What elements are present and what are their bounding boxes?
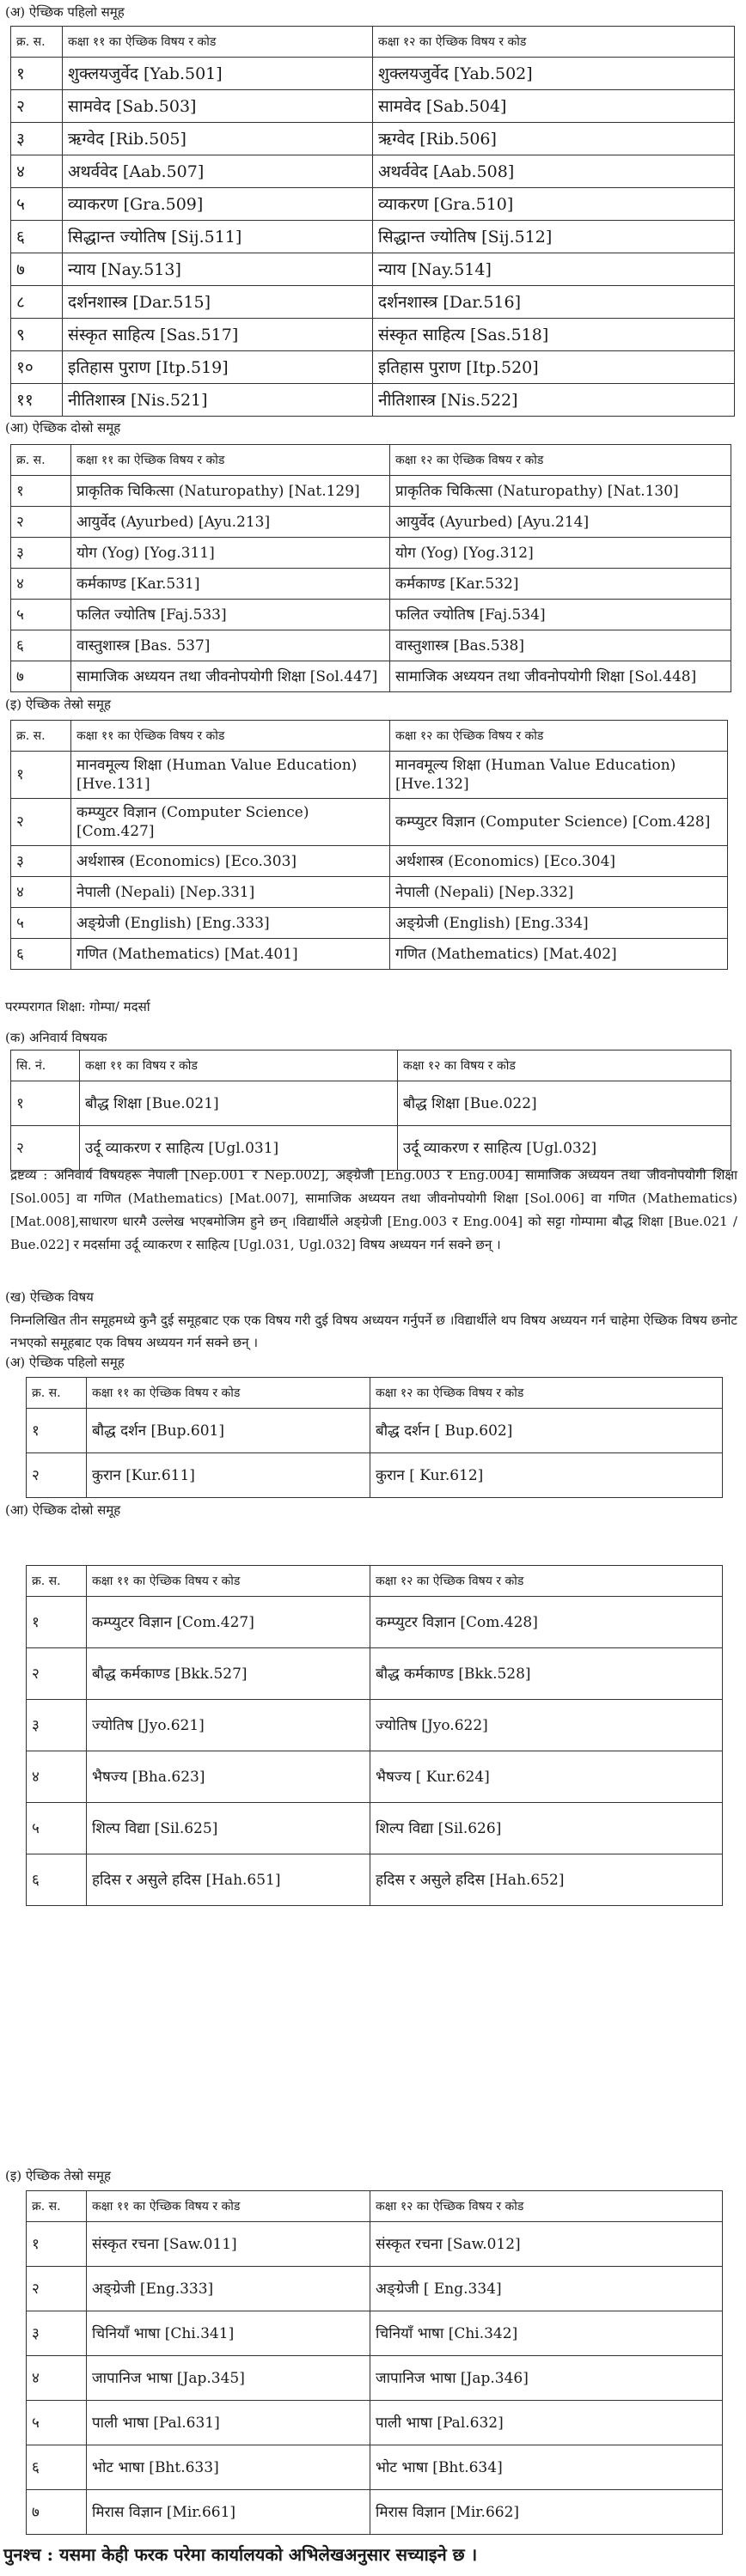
class-12-subject-cell: पाली भाषा [Pal.632] <box>370 2401 723 2445</box>
class-11-subject-cell: बौद्ध शिक्षा [Bue.021] <box>80 1081 398 1126</box>
serial-number-cell: १ <box>11 1081 80 1126</box>
class-12-subject-cell: प्राकृतिक चिकित्सा (Naturopathy) [Nat.130] <box>390 476 731 507</box>
class-12-subject-cell: सामवेद [Sab.504] <box>373 90 735 123</box>
class-11-subject-cell: फलित ज्योतिष [Faj.533] <box>71 600 390 630</box>
serial-number-cell: ४ <box>11 877 71 908</box>
serial-number-cell: ५ <box>27 1803 87 1854</box>
class-11-subject-cell: प्राकृतिक चिकित्सा (Naturopathy) [Nat.129] <box>71 476 390 507</box>
table-optional-group-2 <box>10 444 731 692</box>
class-12-subject-cell: ज्योतिष [Jyo.622] <box>370 1700 723 1751</box>
class-11-subject-cell: इतिहास पुराण [Itp.519] <box>63 351 373 384</box>
serial-number-cell: ३ <box>11 846 71 877</box>
table-b-optional-group-3 <box>26 2190 723 2535</box>
class-11-subject-cell: कम्प्युटर विज्ञान [Com.427] <box>87 1597 370 1648</box>
serial-number-cell: ६ <box>27 1854 87 1906</box>
class-11-subject-cell: दर्शनशास्त्र [Dar.515] <box>63 286 373 319</box>
column-header: क्र. स. <box>11 721 71 752</box>
table-row <box>27 1453 723 1498</box>
table-row <box>27 1700 723 1751</box>
table-row <box>11 253 735 286</box>
table-row <box>11 908 728 939</box>
section-heading-traditional: परम्परागत शिक्षा: गोम्पा/ मदर्सा <box>5 999 150 1014</box>
class-11-subject-cell: उर्दू व्याकरण र साहित्य [Ugl.031] <box>80 1126 398 1171</box>
table-header-row <box>11 445 731 476</box>
table-b-optional-group-1 <box>26 1377 723 1498</box>
column-header: कक्षा ११ का ऐच्छिक विषय र कोड <box>87 1378 370 1409</box>
table-row <box>11 123 735 155</box>
column-header: कक्षा १२ का ऐच्छिक विषय र कोड <box>373 27 735 58</box>
table-row <box>11 351 735 384</box>
class-11-subject-cell: ज्योतिष [Jyo.621] <box>87 1700 370 1751</box>
serial-number-cell: ५ <box>11 600 71 630</box>
class-12-subject-cell: हदिस र असुले हदिस [Hah.652] <box>370 1854 723 1906</box>
table-row <box>27 1803 723 1854</box>
column-header: कक्षा ११ का ऐच्छिक विषय र कोड <box>63 27 373 58</box>
table-header-row <box>27 2191 723 2222</box>
column-header: कक्षा १२ का ऐच्छिक विषय र कोड <box>390 721 728 752</box>
table-row <box>11 600 731 630</box>
class-11-subject-cell: कुरान [Kur.611] <box>87 1453 370 1498</box>
class-12-subject-cell: नीतिशास्त्र [Nis.522] <box>373 384 735 417</box>
class-11-subject-cell: अर्थशास्त्र (Economics) [Eco.303] <box>71 846 390 877</box>
table-optional-group-3 <box>10 720 728 970</box>
table-row <box>27 1597 723 1648</box>
serial-number-cell: ४ <box>27 2356 87 2401</box>
class-11-subject-cell: वास्तुशास्त्र [Bas. 537] <box>71 630 390 661</box>
class-11-subject-cell: मिरास विज्ञान [Mir.661] <box>87 2490 370 2535</box>
class-11-subject-cell: चिनियाँ भाषा [Chi.341] <box>87 2311 370 2356</box>
table-row <box>27 2356 723 2401</box>
section-heading-b-optional-group-1: (अ) ऐच्छिक पहिलो समूह <box>5 1355 125 1370</box>
class-11-subject-cell: बौद्ध कर्मकाण्ड [Bkk.527] <box>87 1648 370 1700</box>
serial-number-cell: ५ <box>11 908 71 939</box>
class-12-subject-cell: सामाजिक अध्ययन तथा जीवनोपयोगी शिक्षा [Sol.448] <box>390 661 731 692</box>
serial-number-cell: २ <box>27 1648 87 1700</box>
class-12-subject-cell: शिल्प विद्या [Sil.626] <box>370 1803 723 1854</box>
compulsory-note: द्रष्टव्य : अनिवार्य विषयहरू नेपाली [Nep.001 र Nep.002], अङ्ग्रेजी [Eng.003 र Eng.004] सामाजिक अध्ययन तथा जीवनोपयोगी शिक्षा [Sol.005] वा गणित (Mathematics) [Mat.007], सामाजिक अध्ययन तथा जीवनोपयोगी शिक्षा [Sol.006] वा गणित (Mathematics) [Mat.008],साधारण धारमै उल्लेख भएबमोजिम हुने छन् ।विद्यार्थीले अङ्ग्रेजी [Eng.003 र Eng.004] को सट्टा गोम्पामा बौद्ध शिक्षा [Bue.021 / Bue.022] र मदर्सामा उर्दू व्याकरण र साहित्य [Ugl.031, Ugl.032] विषय अध्ययन गर्न सक्ने छन् । <box>10 1167 737 1252</box>
serial-number-cell: १ <box>27 1597 87 1648</box>
class-12-subject-cell: अथर्ववेद [Aab.508] <box>373 155 735 188</box>
class-11-subject-cell: शिल्प विद्या [Sil.625] <box>87 1803 370 1854</box>
class-11-subject-cell: कर्मकाण्ड [Kar.531] <box>71 569 390 600</box>
table-row <box>11 1081 731 1126</box>
class-12-subject-cell: न्याय [Nay.514] <box>373 253 735 286</box>
class-11-subject-cell: भैषज्य [Bha.623] <box>87 1751 370 1803</box>
class-11-subject-cell: हदिस र असुले हदिस [Hah.651] <box>87 1854 370 1906</box>
serial-number-cell: २ <box>11 1126 80 1171</box>
class-12-subject-cell: अङ्ग्रेजी [ Eng.334] <box>370 2267 723 2311</box>
class-12-subject-cell: बौद्ध दर्शन [ Bup.602] <box>370 1409 723 1453</box>
serial-number-cell: ६ <box>27 2445 87 2490</box>
class-12-subject-cell: कर्मकाण्ड [Kar.532] <box>390 569 731 600</box>
table-row <box>11 188 735 221</box>
class-12-subject-cell: योग (Yog) [Yog.312] <box>390 538 731 569</box>
table-row <box>11 846 728 877</box>
table-row <box>11 538 731 569</box>
table-header-row <box>11 27 735 58</box>
column-header: कक्षा १२ का विषय र कोड <box>398 1050 731 1081</box>
class-11-subject-cell: अथर्ववेद [Aab.507] <box>63 155 373 188</box>
column-header: कक्षा १२ का ऐच्छिक विषय र कोड <box>370 1378 723 1409</box>
table-compulsory <box>10 1050 731 1171</box>
serial-number-cell: २ <box>27 2267 87 2311</box>
class-12-subject-cell: शुक्लयजुर्वेद [Yab.502] <box>373 58 735 90</box>
class-11-subject-cell: संस्कृत साहित्य [Sas.517] <box>63 319 373 351</box>
serial-number-cell: २ <box>11 90 63 123</box>
class-12-subject-cell: कम्प्युटर विज्ञान (Computer Science) [Com.428] <box>390 799 728 846</box>
class-11-subject-cell: नेपाली (Nepali) [Nep.331] <box>71 877 390 908</box>
table-row <box>27 2267 723 2311</box>
table-row <box>27 2401 723 2445</box>
class-11-subject-cell: अङ्ग्रेजी (English) [Eng.333] <box>71 908 390 939</box>
class-11-subject-cell: मानवमूल्य शिक्षा (Human Value Education) [Hve.131] <box>71 752 390 799</box>
class-11-subject-cell: सिद्धान्त ज्योतिष [Sij.511] <box>63 221 373 253</box>
column-header: कक्षा १२ का ऐच्छिक विषय र कोड <box>370 1566 723 1597</box>
serial-number-cell: ५ <box>11 188 63 221</box>
table-row <box>27 2490 723 2535</box>
class-12-subject-cell: भैषज्य [ Kur.624] <box>370 1751 723 1803</box>
serial-number-cell: १ <box>27 1409 87 1453</box>
table-row <box>11 752 728 799</box>
class-11-subject-cell: कम्प्युटर विज्ञान (Computer Science) [Com.427] <box>71 799 390 846</box>
class-12-subject-cell: अङ्ग्रेजी (English) [Eng.334] <box>390 908 728 939</box>
table-row <box>27 1854 723 1906</box>
footer-note: पुनश्च : यसमा केही फरक परेमा कार्यालयको अभिलेखअनुसार सच्याइने छ । <box>3 2544 478 2565</box>
serial-number-cell: ३ <box>27 1700 87 1751</box>
section-heading-compulsory: (क) अनिवार्य विषयक <box>5 1030 107 1045</box>
class-11-subject-cell: योग (Yog) [Yog.311] <box>71 538 390 569</box>
serial-number-cell: ४ <box>11 569 71 600</box>
table-row <box>11 155 735 188</box>
table-row <box>27 1409 723 1453</box>
table-row <box>11 384 735 417</box>
class-12-subject-cell: कुरान [ Kur.612] <box>370 1453 723 1498</box>
class-12-subject-cell: फलित ज्योतिष [Faj.534] <box>390 600 731 630</box>
class-11-subject-cell: पाली भाषा [Pal.631] <box>87 2401 370 2445</box>
class-12-subject-cell: व्याकरण [Gra.510] <box>373 188 735 221</box>
table-row <box>11 58 735 90</box>
class-11-subject-cell: जापानिज भाषा [Jap.345] <box>87 2356 370 2401</box>
column-header: क्र. स. <box>11 27 63 58</box>
table-row <box>11 661 731 692</box>
column-header: कक्षा ११ का ऐच्छिक विषय र कोड <box>87 2191 370 2222</box>
serial-number-cell: १ <box>27 2222 87 2267</box>
table-b-optional-group-2 <box>26 1565 723 1906</box>
class-11-subject-cell: आयुर्वेद (Ayurbed) [Ayu.213] <box>71 507 390 538</box>
serial-number-cell: ४ <box>27 1751 87 1803</box>
table-row <box>27 2311 723 2356</box>
section-heading-optional-group-1: (अ) ऐच्छिक पहिलो समूह <box>5 4 125 20</box>
serial-number-cell: ६ <box>11 630 71 661</box>
serial-number-cell: १ <box>11 476 71 507</box>
class-12-subject-cell: गणित (Mathematics) [Mat.402] <box>390 939 728 970</box>
serial-number-cell: ९ <box>11 319 63 351</box>
table-row <box>11 286 735 319</box>
section-heading-b-optional-group-2: (आ) ऐच्छिक दोस्रो समूह <box>5 1502 121 1518</box>
class-11-subject-cell: अङ्ग्रेजी [Eng.333] <box>87 2267 370 2311</box>
column-header: कक्षा ११ का ऐच्छिक विषय र कोड <box>71 721 390 752</box>
class-12-subject-cell: भोट भाषा [Bht.634] <box>370 2445 723 2490</box>
class-12-subject-cell: मानवमूल्य शिक्षा (Human Value Education) [Hve.132] <box>390 752 728 799</box>
table-row <box>11 476 731 507</box>
table-header-row <box>11 721 728 752</box>
column-header: कक्षा ११ का विषय र कोड <box>80 1050 398 1081</box>
class-11-subject-cell: बौद्ध दर्शन [Bup.601] <box>87 1409 370 1453</box>
column-header: क्र. स. <box>27 1378 87 1409</box>
class-12-subject-cell: संस्कृत रचना [Saw.012] <box>370 2222 723 2267</box>
class-12-subject-cell: अर्थशास्त्र (Economics) [Eco.304] <box>390 846 728 877</box>
serial-number-cell: ६ <box>11 221 63 253</box>
section-heading-optional-group-2: (आ) ऐच्छिक दोस्रो समूह <box>5 420 121 435</box>
serial-number-cell: १ <box>11 752 71 799</box>
class-12-subject-cell: उर्दू व्याकरण र साहित्य [Ugl.032] <box>398 1126 731 1171</box>
serial-number-cell: ८ <box>11 286 63 319</box>
table-row <box>27 2222 723 2267</box>
class-12-subject-cell: चिनियाँ भाषा [Chi.342] <box>370 2311 723 2356</box>
section-heading-optional-group-3: (इ) ऐच्छिक तेस्रो समूह <box>5 697 111 712</box>
class-12-subject-cell: वास्तुशास्त्र [Bas.538] <box>390 630 731 661</box>
class-11-subject-cell: व्याकरण [Gra.509] <box>63 188 373 221</box>
class-11-subject-cell: शुक्लयजुर्वेद [Yab.501] <box>63 58 373 90</box>
table-row <box>27 1751 723 1803</box>
class-12-subject-cell: सिद्धान्त ज्योतिष [Sij.512] <box>373 221 735 253</box>
class-12-subject-cell: संस्कृत साहित्य [Sas.518] <box>373 319 735 351</box>
table-row <box>11 507 731 538</box>
class-12-subject-cell: कम्प्युटर विज्ञान [Com.428] <box>370 1597 723 1648</box>
table-header-row <box>27 1378 723 1409</box>
table-header-row <box>27 1566 723 1597</box>
table-row <box>27 2445 723 2490</box>
class-11-subject-cell: भोट भाषा [Bht.633] <box>87 2445 370 2490</box>
table-row <box>11 630 731 661</box>
serial-number-cell: ४ <box>11 155 63 188</box>
elective-instructions: निम्नलिखित तीन समूहमध्ये कुनै दुई समूहबाट एक एक विषय गरी दुई विषय अध्ययन गर्नुपर्ने छ ।विद्यार्थीले थप विषय अध्ययन गर्न चाहेमा ऐच्छिक विषय छनोट नभएको समूहबाट एक विषय अध्ययन गर्न सक्ने छन् । <box>10 1312 737 1350</box>
class-12-subject-cell: जापानिज भाषा [Jap.346] <box>370 2356 723 2401</box>
serial-number-cell: ३ <box>11 123 63 155</box>
section-heading-b-optional-group-3: (इ) ऐच्छिक तेस्रो समूह <box>5 2168 111 2183</box>
serial-number-cell: १० <box>11 351 63 384</box>
table-optional-group-1 <box>10 26 735 417</box>
class-12-subject-cell: बौद्ध शिक्षा [Bue.022] <box>398 1081 731 1126</box>
table-row <box>11 319 735 351</box>
serial-number-cell: २ <box>11 507 71 538</box>
serial-number-cell: २ <box>27 1453 87 1498</box>
table-row <box>11 877 728 908</box>
table-row <box>11 221 735 253</box>
serial-number-cell: २ <box>11 799 71 846</box>
class-11-subject-cell: ऋग्वेद [Rib.505] <box>63 123 373 155</box>
serial-number-cell: १ <box>11 58 63 90</box>
serial-number-cell: ६ <box>11 939 71 970</box>
column-header: कक्षा १२ का ऐच्छिक विषय र कोड <box>390 445 731 476</box>
serial-number-cell: ३ <box>27 2311 87 2356</box>
column-header: क्र. स. <box>11 445 71 476</box>
serial-number-cell: ३ <box>11 538 71 569</box>
class-11-subject-cell: नीतिशास्त्र [Nis.521] <box>63 384 373 417</box>
serial-number-cell: ११ <box>11 384 63 417</box>
class-11-subject-cell: सामवेद [Sab.503] <box>63 90 373 123</box>
class-12-subject-cell: आयुर्वेद (Ayurbed) [Ayu.214] <box>390 507 731 538</box>
column-header: क्र. स. <box>27 2191 87 2222</box>
class-12-subject-cell: नेपाली (Nepali) [Nep.332] <box>390 877 728 908</box>
table-row <box>11 90 735 123</box>
class-11-subject-cell: सामाजिक अध्ययन तथा जीवनोपयोगी शिक्षा [Sol.447] <box>71 661 390 692</box>
class-11-subject-cell: संस्कृत रचना [Saw.011] <box>87 2222 370 2267</box>
table-header-row <box>11 1050 731 1081</box>
table-row <box>11 799 728 846</box>
column-header: कक्षा ११ का ऐच्छिक विषय र कोड <box>71 445 390 476</box>
class-11-subject-cell: गणित (Mathematics) [Mat.401] <box>71 939 390 970</box>
column-header: सि. नं. <box>11 1050 80 1081</box>
serial-number-cell: ७ <box>11 661 71 692</box>
column-header: कक्षा ११ का ऐच्छिक विषय र कोड <box>87 1566 370 1597</box>
column-header: क्र. स. <box>27 1566 87 1597</box>
class-12-subject-cell: दर्शनशास्त्र [Dar.516] <box>373 286 735 319</box>
table-row <box>27 1648 723 1700</box>
section-heading-elective: (ख) ऐच्छिक विषय <box>5 1289 94 1305</box>
column-header: कक्षा १२ का ऐच्छिक विषय र कोड <box>370 2191 723 2222</box>
table-row <box>11 569 731 600</box>
serial-number-cell: ७ <box>27 2490 87 2535</box>
class-12-subject-cell: मिरास विज्ञान [Mir.662] <box>370 2490 723 2535</box>
serial-number-cell: ५ <box>27 2401 87 2445</box>
class-12-subject-cell: बौद्ध कर्मकाण्ड [Bkk.528] <box>370 1648 723 1700</box>
serial-number-cell: ७ <box>11 253 63 286</box>
class-12-subject-cell: ऋग्वेद [Rib.506] <box>373 123 735 155</box>
class-11-subject-cell: न्याय [Nay.513] <box>63 253 373 286</box>
class-12-subject-cell: इतिहास पुराण [Itp.520] <box>373 351 735 384</box>
table-row <box>11 939 728 970</box>
